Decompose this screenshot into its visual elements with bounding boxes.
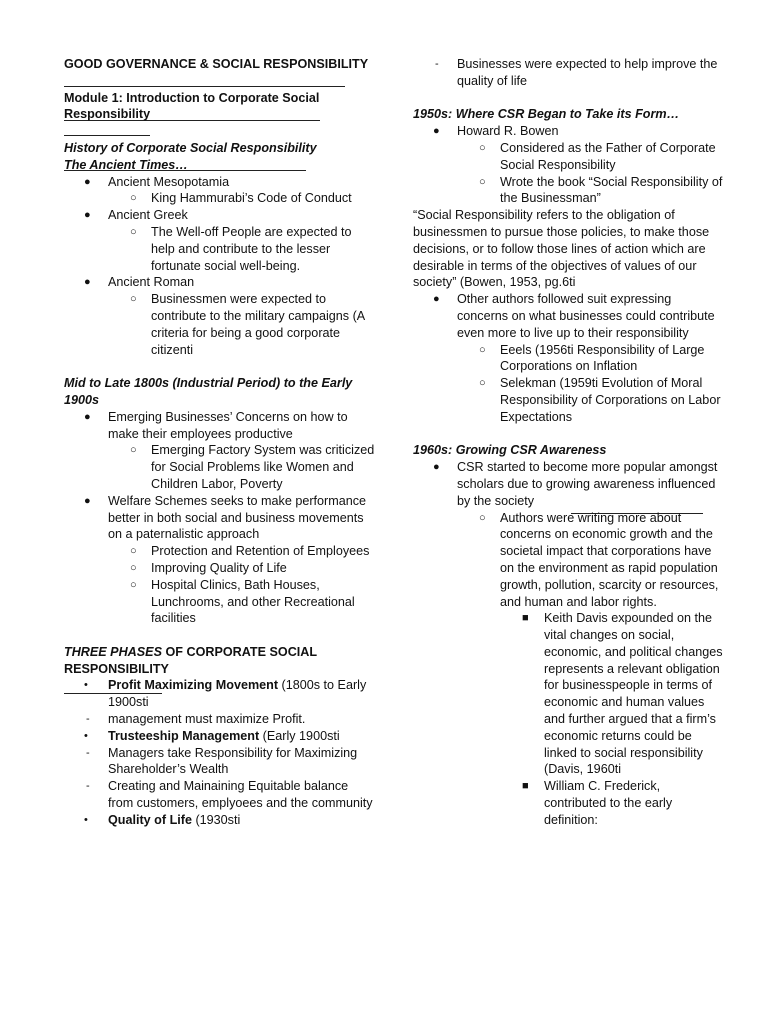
bowen-quote: “Social Responsibility refers to the obligation of businessmen to pursue those policies, to make those decisions, or to follow those lines of action which are desirable in terms of the objectives of values of our society” (Bowen, 1953, pg.6ti xyxy=(413,208,710,290)
left-column xyxy=(64,56,376,829)
list-item: ● Ancient Greek xyxy=(84,208,188,223)
list-item: ● Other authors followed suit expressing concerns on what businesses could contribute even more to live up to their responsibility xyxy=(433,292,715,340)
list-item: ■ William C. Frederick, contributed to the early definition: xyxy=(522,779,673,827)
right-column xyxy=(413,56,723,829)
list-item: • Trusteeship Management (Early 1900sti xyxy=(84,728,340,743)
list-item: ○ Wrote the book “Social Responsibility of the Businessman” xyxy=(479,174,723,206)
document-title: GOOD GOVERNANCE & SOCIAL RESPONSIBILITY xyxy=(64,57,369,71)
list-item: - Businesses were expected to help improve the quality of life xyxy=(435,57,718,88)
heading-1960s: 1960s: Growing CSR Awareness xyxy=(413,443,607,458)
list-item: ○ King Hammurabi’s Code of Conduct xyxy=(130,191,352,206)
list-item: ● Emerging Businesses’ Concerns on how to make their employees productive xyxy=(84,409,348,441)
phases-heading: THREE PHASES OF CORPORATE SOCIAL RESPONSIBILITY xyxy=(64,644,317,676)
list-item: • Profit Maximizing Movement (1800s to Early 1900sti xyxy=(84,678,367,710)
list-item: ○ The Well-off People are expected to help and contribute to the lesser fortunate social well-being. xyxy=(130,224,352,273)
list-item: ● Ancient Roman xyxy=(84,275,195,290)
list-item: - management must maximize Profit. xyxy=(86,712,306,727)
list-item: ○ Authors were writing more about concerns on economic growth and the societal impact that corporations have on the environment as rapid population growth, pollution, scarcity or resources, and human and labor rights. xyxy=(479,510,719,609)
list-item: ○ Considered as the Father of Corporate Social Responsibility xyxy=(479,140,716,172)
list-item: ○ Hospital Clinics, Bath Houses, Lunchrooms, and other Recreational facilities xyxy=(130,577,355,626)
list-item: ■ Keith Davis expounded on the vital changes on social, economic, and political changes represents a relevant obligation for businesspeople in terms of economic and human values and further argued that a firm’s economic returns could be linked to social responsibility (Davis, 1960ti xyxy=(522,611,723,777)
list-item: ● Howard R. Bowen xyxy=(433,124,559,139)
list-item: ● CSR started to become more popular amongst scholars due to growing awareness influenced by the society xyxy=(433,460,718,508)
module-title: Module 1: Introduction to Corporate Social Responsibility xyxy=(64,90,320,122)
list-item: ● Ancient Mesopotamia xyxy=(84,174,230,189)
history-heading: History of Corporate Social Responsibility xyxy=(64,140,317,155)
heading-1950s: 1950s: Where CSR Began to Take its Form… xyxy=(413,107,680,122)
list-item: ○ Protection and Retention of Employees xyxy=(130,544,370,559)
list-item: ○ Improving Quality of Life xyxy=(130,560,287,575)
list-item: - Creating and Mainaining Equitable balance from customers, emplyoees and the community xyxy=(86,779,373,811)
list-item: ○ Selekman (1959ti Evolution of Moral Responsibility of Corporations on Labor Expectations xyxy=(479,376,721,424)
ancient-heading: The Ancient Times… xyxy=(64,157,188,172)
list-item: - Managers take Responsibility for Maximizing Shareholder’s Wealth xyxy=(86,745,358,777)
industrial-heading: Mid to Late 1800s (Industrial Period) to the Early 1900s xyxy=(64,376,353,407)
list-item: ○ Businessmen were expected to contribute to the military campaigns (A criteria for being a good corporate citizenti xyxy=(130,292,365,357)
list-item: • Quality of Life (1930sti xyxy=(84,812,241,827)
list-item: ● Welfare Schemes seeks to make performance better in both social and business movements on a paternalistic approach xyxy=(84,493,367,542)
list-item: ○ Emerging Factory System was criticized for Social Problems like Women and Children Labor, Poverty xyxy=(130,443,375,491)
list-item: ○ Eeels (1956ti Responsibility of Large Corporations on Inflation xyxy=(479,342,705,374)
